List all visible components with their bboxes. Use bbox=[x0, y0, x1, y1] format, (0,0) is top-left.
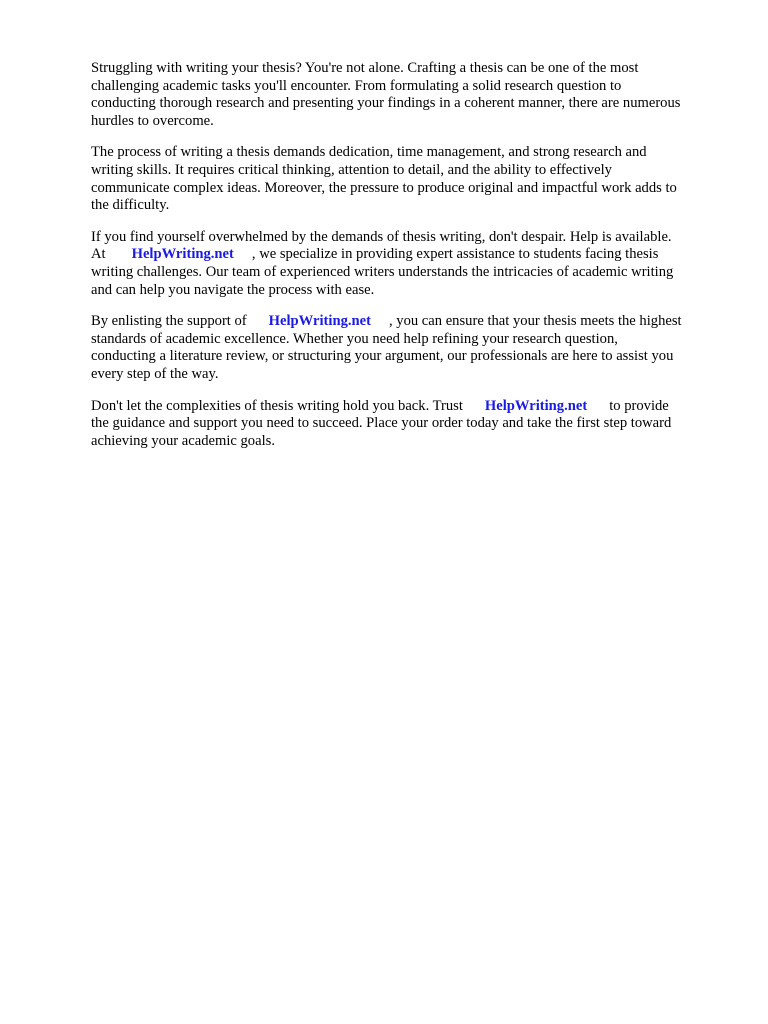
paragraph-4 bbox=[91, 313, 727, 383]
text-fragment: , we specialize in providing expert assistance to students facing thesis bbox=[251, 246, 659, 263]
text-fragment: to provide bbox=[609, 397, 669, 414]
text-line bbox=[91, 398, 727, 416]
paragraph-5 bbox=[91, 398, 727, 451]
helpwriting-link[interactable]: HelpWriting.net bbox=[484, 397, 588, 414]
text-line bbox=[91, 246, 727, 264]
helpwriting-link[interactable]: HelpWriting.net bbox=[268, 313, 371, 330]
paragraph-3 bbox=[91, 229, 727, 299]
text-line: Struggling with writing your thesis? You're not alone. Crafting a thesis can be one of the most bbox=[91, 60, 639, 76]
text-line: communicate complex ideas. Moreover, the pressure to produce original and impactful work adds to bbox=[91, 179, 677, 196]
text-line bbox=[91, 313, 727, 331]
text-fragment: At bbox=[91, 246, 106, 263]
paragraph-2 bbox=[91, 144, 727, 214]
text-fragment: , you can ensure that your thesis meets the highest bbox=[388, 313, 682, 330]
text-line: hurdles to overcome. bbox=[91, 112, 214, 129]
text-line: The process of writing a thesis demands dedication, time management, and strong research and bbox=[91, 144, 647, 161]
text-line: the guidance and support you need to succeed. Place your order today and take the first step toward bbox=[91, 415, 672, 432]
text-line: If you find yourself overwhelmed by the demands of thesis writing, don't despair. Help is available. bbox=[91, 228, 672, 245]
text-fragment: Don't let the complexities of thesis writing hold you back. Trust bbox=[91, 397, 463, 414]
text-line: and can help you navigate the process with ease. bbox=[91, 281, 375, 298]
text-line: writing challenges. Our team of experienced writers understands the intricacies of academic writing bbox=[91, 263, 674, 280]
text-line: the difficulty. bbox=[91, 197, 170, 214]
text-line: writing skills. It requires critical thinking, attention to detail, and the ability to effectively bbox=[91, 161, 612, 178]
text-line: every step of the way. bbox=[91, 365, 219, 382]
text-line: conducting a literature review, or structuring your argument, our professionals are here to assist you bbox=[91, 348, 674, 365]
paragraph-1 bbox=[91, 60, 727, 130]
helpwriting-link[interactable]: HelpWriting.net bbox=[131, 246, 234, 263]
text-line: challenging academic tasks you'll encounter. From formulating a solid research question to bbox=[91, 77, 622, 94]
text-line: achieving your academic goals. bbox=[91, 432, 275, 449]
text-fragment: By enlisting the support of bbox=[91, 313, 247, 330]
document-body bbox=[91, 60, 727, 464]
text-line: standards of academic excellence. Whether you need help refining your research question, bbox=[91, 330, 618, 347]
text-line: conducting thorough research and presenting your findings in a coherent manner, there are numerous bbox=[91, 95, 681, 112]
